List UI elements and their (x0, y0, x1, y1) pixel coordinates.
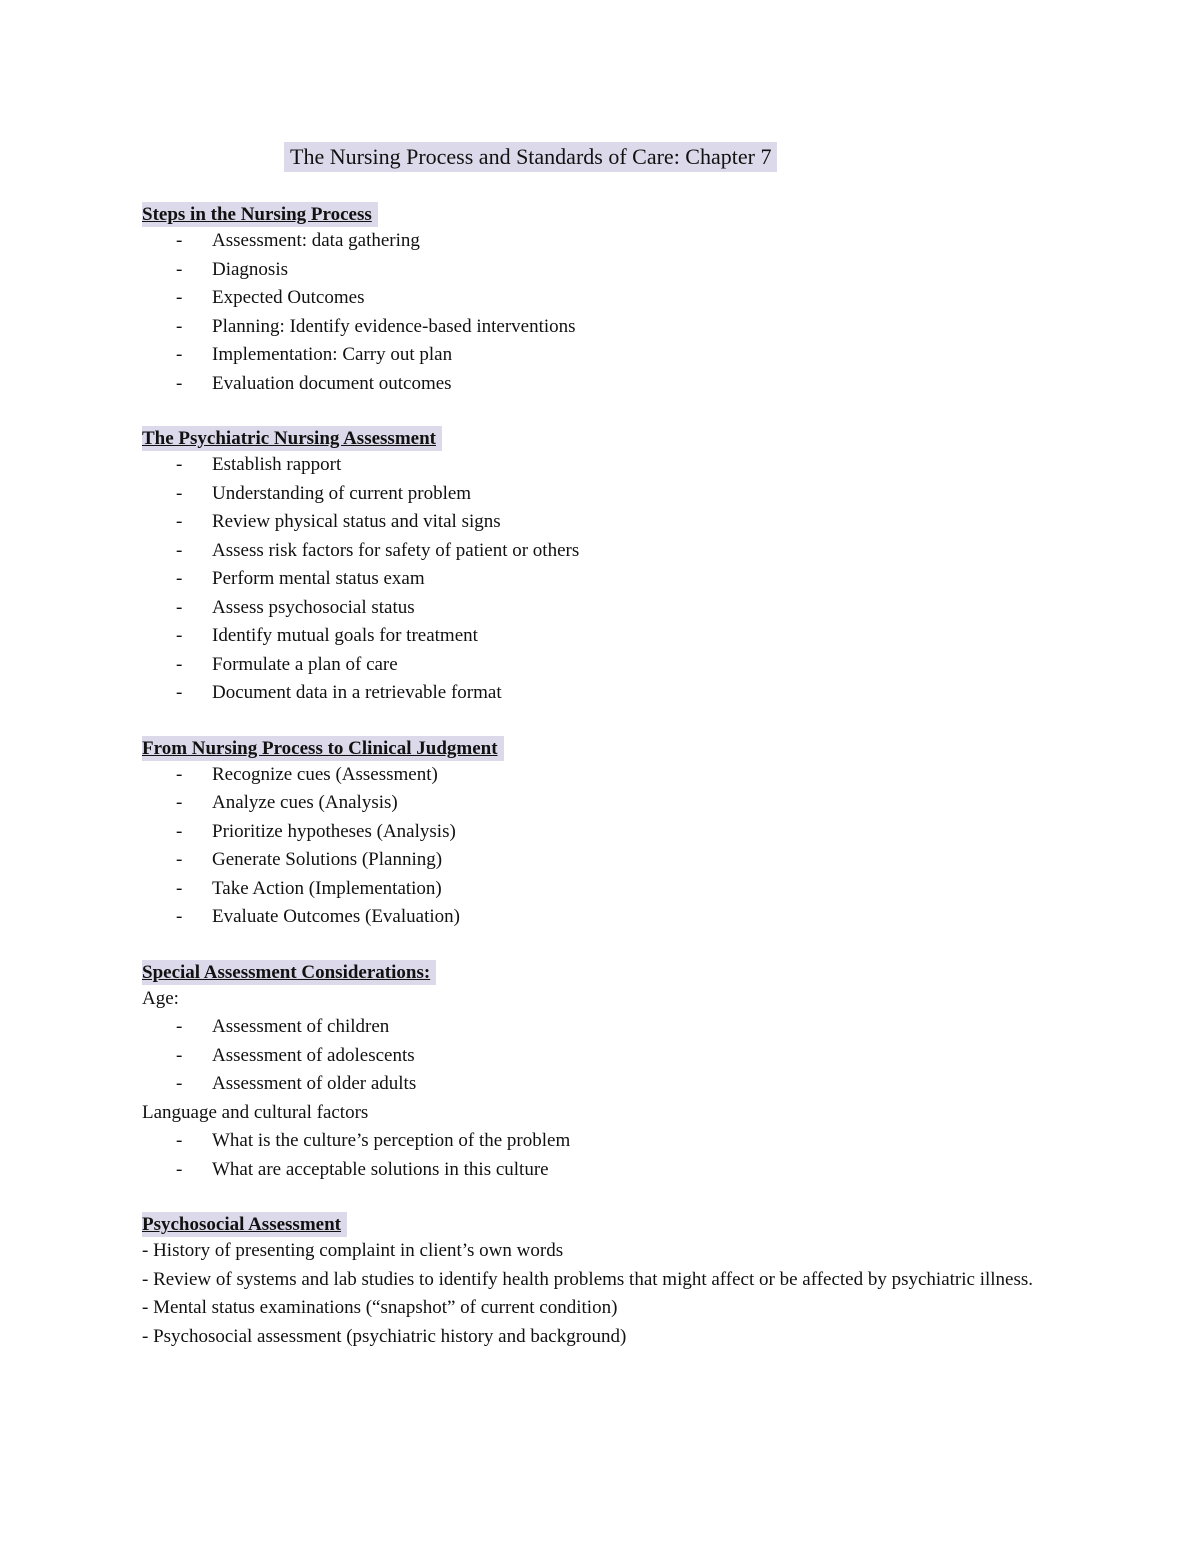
section-heading-psychiatric-assessment: The Psychiatric Nursing Assessment (142, 426, 442, 451)
dash-bullet: - (176, 372, 183, 394)
dash-bullet: - (176, 625, 183, 646)
psychosocial-line: - History of presenting complaint in client’s own words (142, 1240, 564, 1261)
dash-bullet: - (176, 454, 183, 475)
section-steps (142, 202, 1042, 398)
dash-bullet: - (176, 682, 183, 703)
psychiatric-assessment-list (142, 451, 1042, 708)
list-item (142, 903, 1042, 932)
dash-bullet: - (176, 906, 183, 927)
language-label: Language and cultural factors (142, 1101, 369, 1123)
psychosocial-line: - Review of systems and lab studies to identify health problems that might affect or be affected by psychiatric illness. (142, 1268, 1034, 1290)
list-item-text: Assess risk factors for safety of patient or others (212, 539, 580, 561)
dash-bullet: - (176, 849, 183, 870)
dash-bullet: - (176, 511, 183, 532)
list-item (142, 594, 1042, 623)
document-body (142, 142, 1042, 1379)
list-item (142, 227, 1042, 256)
section-psychiatric-assessment (142, 426, 1042, 708)
list-item-text: Diagnosis (212, 258, 288, 280)
list-item-text: Understanding of current problem (212, 482, 472, 504)
title-wrapper (142, 142, 1042, 172)
list-item-text: Perform mental status exam (212, 568, 425, 589)
dash-bullet: - (176, 596, 183, 618)
dash-bullet: - (176, 230, 183, 251)
list-item (142, 508, 1042, 537)
section-psychosocial (142, 1212, 1042, 1351)
dash-bullet: - (176, 482, 183, 504)
dash-bullet: - (176, 1073, 183, 1094)
list-item (142, 256, 1042, 285)
dash-bullet: - (176, 763, 183, 785)
list-item (142, 651, 1042, 680)
list-item (142, 679, 1042, 708)
dash-bullet: - (176, 1044, 183, 1066)
list-item (142, 565, 1042, 594)
list-item (142, 284, 1042, 313)
list-item (142, 1156, 1042, 1185)
document-title: The Nursing Process and Standards of Care: Chapter 7 (284, 142, 777, 172)
list-item (142, 761, 1042, 790)
list-item (142, 1042, 1042, 1071)
list-item (142, 875, 1042, 904)
section-clinical-judgment (142, 736, 1042, 932)
list-item (142, 818, 1042, 847)
age-list (142, 1013, 1042, 1099)
list-item-text: Assessment of children (212, 1016, 390, 1037)
list-item (142, 1070, 1042, 1099)
list-item (142, 313, 1042, 342)
list-item-text: Implementation: Carry out plan (212, 344, 453, 365)
list-item-text: Identify mutual goals for treatment (212, 625, 478, 646)
dash-bullet: - (176, 287, 183, 308)
list-item (142, 480, 1042, 509)
list-item-text: Document data in a retrievable format (212, 682, 502, 703)
psychosocial-line: - Psychosocial assessment (psychiatric history and background) (142, 1325, 627, 1347)
dash-bullet: - (176, 258, 183, 280)
list-item-text: Establish rapport (212, 454, 342, 475)
list-item-text: Prioritize hypotheses (Analysis) (212, 820, 456, 842)
list-item-text: Analyze cues (Analysis) (212, 792, 398, 813)
list-item-text: Assessment: data gathering (212, 230, 420, 251)
list-item-text: Evaluate Outcomes (Evaluation) (212, 906, 460, 927)
section-heading-clinical-judgment: From Nursing Process to Clinical Judgment (142, 736, 504, 761)
list-item (142, 451, 1042, 480)
dash-bullet: - (176, 1130, 183, 1151)
list-item-text: Evaluation document outcomes (212, 372, 452, 394)
dash-bullet: - (176, 1016, 183, 1037)
clinical-judgment-list (142, 761, 1042, 932)
dash-bullet: - (176, 315, 183, 337)
list-item (142, 622, 1042, 651)
list-item-text: What is the culture’s perception of the problem (212, 1130, 571, 1151)
section-heading-special-considerations: Special Assessment Considerations: (142, 960, 436, 985)
age-label: Age: (142, 987, 179, 1009)
list-item (142, 1013, 1042, 1042)
steps-list (142, 227, 1042, 398)
list-item-text: Generate Solutions (Planning) (212, 849, 443, 870)
list-item (142, 789, 1042, 818)
list-item (142, 1127, 1042, 1156)
section-heading-psychosocial: Psychosocial Assessment (142, 1212, 347, 1237)
list-item (142, 846, 1042, 875)
list-item (142, 370, 1042, 399)
section-heading-steps: Steps in the Nursing Process (142, 202, 378, 227)
list-item-text: Formulate a plan of care (212, 653, 398, 675)
list-item (142, 537, 1042, 566)
dash-bullet: - (176, 1158, 183, 1180)
list-item (142, 341, 1042, 370)
dash-bullet: - (176, 344, 183, 365)
psychosocial-line: - Mental status examinations (“snapshot” of current condition) (142, 1297, 618, 1318)
list-item-text: Expected Outcomes (212, 287, 365, 308)
dash-bullet: - (176, 653, 183, 675)
section-special-considerations (142, 960, 1042, 1185)
list-item-text: Assessment of adolescents (212, 1044, 415, 1066)
list-item-text: What are acceptable solutions in this culture (212, 1158, 549, 1180)
list-item-text: Recognize cues (Assessment) (212, 763, 438, 785)
dash-bullet: - (176, 792, 183, 813)
list-item-text: Assess psychosocial status (212, 596, 415, 618)
list-item-text: Assessment of older adults (212, 1073, 417, 1094)
dash-bullet: - (176, 820, 183, 842)
dash-bullet: - (176, 539, 183, 561)
list-item-text: Review physical status and vital signs (212, 511, 501, 532)
list-item-text: Planning: Identify evidence-based interventions (212, 315, 576, 337)
list-item-text: Take Action (Implementation) (212, 877, 442, 899)
language-list (142, 1127, 1042, 1184)
dash-bullet: - (176, 568, 183, 589)
dash-bullet: - (176, 877, 183, 899)
